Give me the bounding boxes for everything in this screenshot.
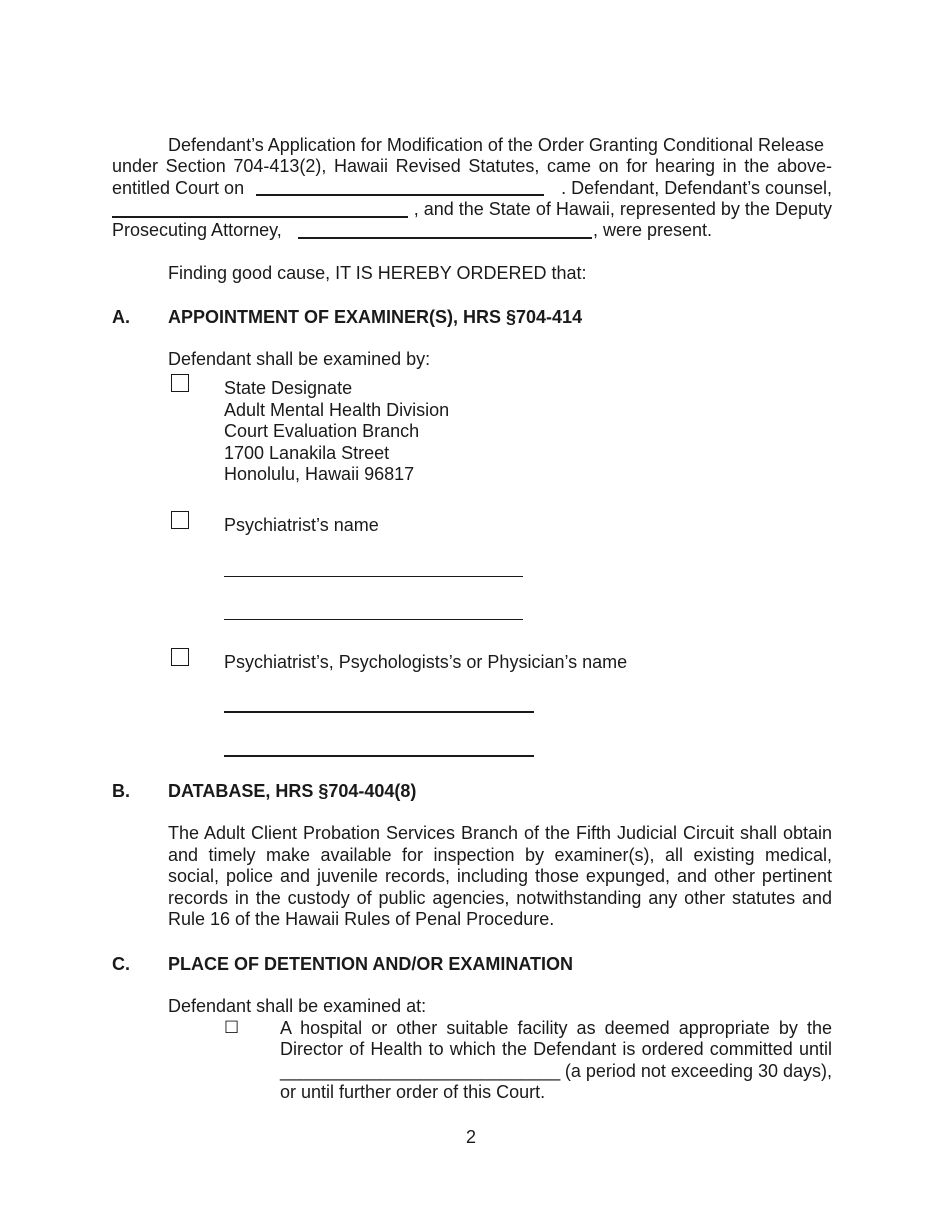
examiner-name-blank-2[interactable] bbox=[224, 755, 534, 757]
intro-line-4b: , and the State of Hawaii, represented by the Deputy bbox=[413, 199, 832, 219]
intro-line-1: Defendant’s Application for Modification of the Order Granting Conditional Release bbox=[168, 135, 825, 155]
section-c-intro: Defendant shall be examined at: bbox=[168, 996, 427, 1016]
state-designate-line-1: State Designate bbox=[224, 378, 353, 398]
finding-text: Finding good cause, IT IS HEREBY ORDERED that: bbox=[168, 263, 587, 283]
section-c-heading: PLACE OF DETENTION AND/OR EXAMINATION bbox=[168, 954, 573, 974]
intro-line-5a: Prosecuting Attorney, bbox=[112, 220, 282, 240]
section-b-body: The Adult Client Probation Services Branch of the Fifth Judicial Circuit shall obtain and timely make available for inspection by examiner(s), all existing medical, social, police and juvenile records, including those expunged, and other pertinent records in the custody of public agencies, notwithstanding any other statutes and Rule 16 of the Hawaii Rules of Penal Procedure. bbox=[168, 823, 832, 929]
psychiatrist-checkbox[interactable] bbox=[171, 511, 189, 529]
intro-line-5b: , were present. bbox=[593, 220, 713, 240]
section-b-heading: DATABASE, HRS §704-404(8) bbox=[168, 781, 417, 801]
hospital-line-3b: (a period not exceeding 30 days), bbox=[564, 1061, 832, 1081]
intro-line-3a: entitled Court on bbox=[112, 178, 245, 198]
page-number: 2 bbox=[465, 1127, 476, 1147]
examiner-label: Psychiatrist’s, Psychologists’s or Physician’s name bbox=[224, 652, 628, 672]
defense-counsel-blank[interactable] bbox=[112, 216, 408, 218]
hospital-line-2: Director of Health to which the Defendant is ordered committed until bbox=[280, 1039, 832, 1059]
hospital-line-1: A hospital or other suitable facility as deemed appropriate by the bbox=[280, 1018, 832, 1038]
prosecutor-blank[interactable] bbox=[298, 237, 592, 239]
psychiatrist-name-blank-1[interactable] bbox=[224, 576, 523, 577]
section-c-letter: C. bbox=[112, 954, 130, 974]
state-designate-line-4: 1700 Lanakila Street bbox=[224, 443, 390, 463]
state-designate-line-5: Honolulu, Hawaii 96817 bbox=[224, 464, 415, 484]
section-a-heading: APPOINTMENT OF EXAMINER(S), HRS §704-414 bbox=[168, 307, 583, 327]
hospital-line-4: or until further order of this Court. bbox=[280, 1082, 546, 1102]
examiner-checkbox[interactable] bbox=[171, 648, 189, 666]
section-a-intro: Defendant shall be examined by: bbox=[168, 349, 431, 369]
state-designate-line-3: Court Evaluation Branch bbox=[224, 421, 420, 441]
hearing-date-blank[interactable] bbox=[256, 194, 544, 196]
intro-line-2: under Section 704-413(2), Hawaii Revised Statutes, came on for hearing in the above- bbox=[112, 156, 832, 176]
intro-line-3b: . Defendant, Defendant’s counsel, bbox=[561, 178, 832, 198]
state-designate-line-2: Adult Mental Health Division bbox=[224, 400, 450, 420]
psychiatrist-label: Psychiatrist’s name bbox=[224, 515, 379, 535]
section-b-letter: B. bbox=[112, 781, 130, 801]
hospital-checkbox[interactable]: ☐ bbox=[224, 1018, 240, 1038]
section-a-letter: A. bbox=[112, 307, 130, 327]
examiner-name-blank-1[interactable] bbox=[224, 711, 534, 713]
psychiatrist-name-blank-2[interactable] bbox=[224, 619, 523, 620]
state-designate-checkbox[interactable] bbox=[171, 374, 189, 392]
commitment-period-blank[interactable]: ____________________________ bbox=[280, 1061, 561, 1081]
